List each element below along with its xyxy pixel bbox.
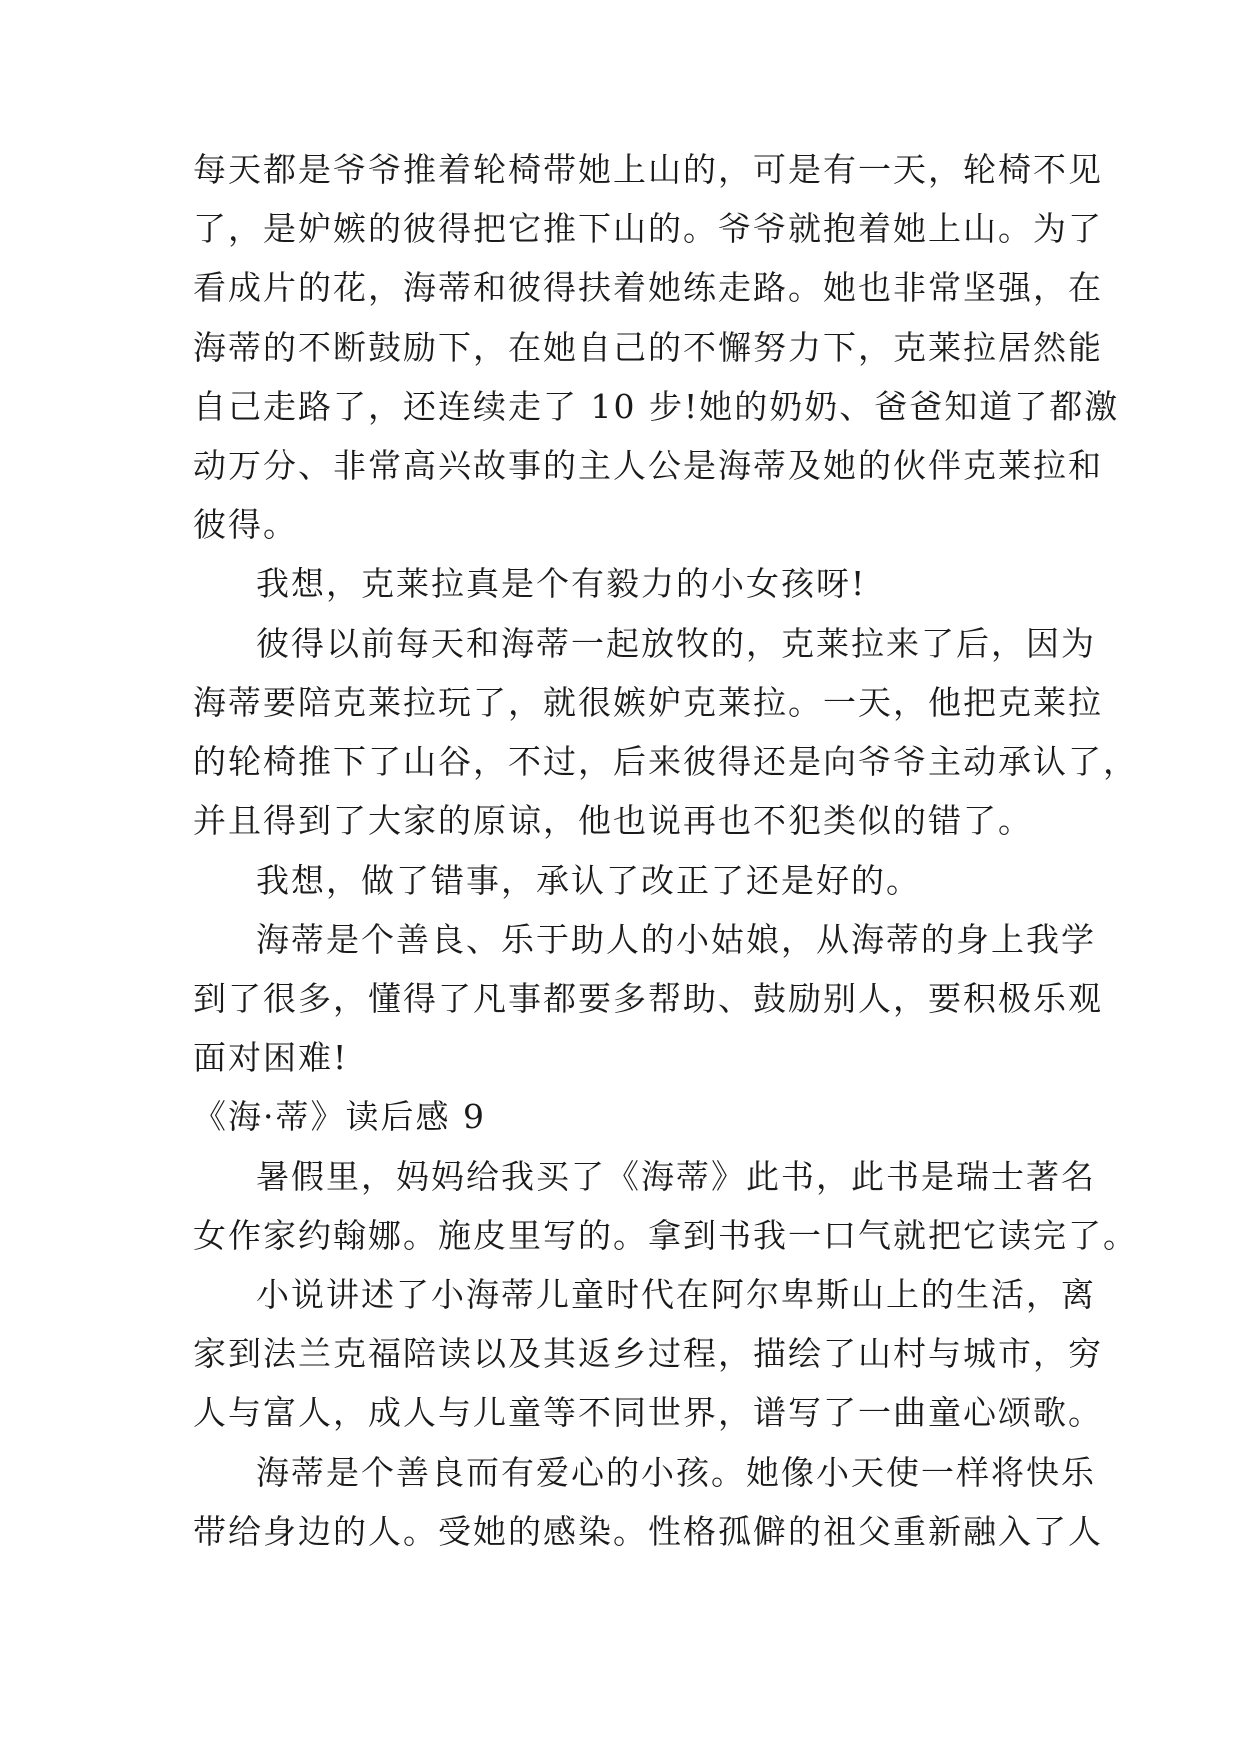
text-line: 彼得。: [193, 505, 298, 544]
text-line: 海蒂要陪克莱拉玩了，就很嫉妒克莱拉。一天，他把克莱拉: [193, 683, 1103, 722]
text-line: 看成片的花，海蒂和彼得扶着她练走路。她也非常坚强，在: [193, 268, 1103, 307]
text-line: 暑假里，妈妈给我买了《海蒂》此书，此书是瑞士著名: [256, 1157, 1096, 1196]
text-line: 家到法兰克福陪读以及其返乡过程，描绘了山村与城市，穷: [193, 1334, 1103, 1373]
text-line: 海蒂是个善良、乐于助人的小姑娘，从海蒂的身上我学: [256, 920, 1096, 959]
section-heading: 《海·蒂》读后感 9: [193, 1097, 486, 1136]
text-line: 人与富人，成人与儿童等不同世界，谱写了一曲童心颂歌。: [193, 1393, 1103, 1432]
text-line: 女作家约翰娜。施皮里写的。拿到书我一口气就把它读完了。: [193, 1216, 1138, 1255]
text-line: 我想，克莱拉真是个有毅力的小女孩呀!: [256, 564, 867, 603]
text-line: 到了很多，懂得了凡事都要多帮助、鼓励别人，要积极乐观: [193, 979, 1103, 1018]
text-line: 动万分、非常高兴故事的主人公是海蒂及她的伙伴克莱拉和: [193, 446, 1103, 485]
text-line: 了，是妒嫉的彼得把它推下山的。爷爷就抱着她上山。为了: [193, 209, 1103, 248]
text-line: 带给身边的人。受她的感染。性格孤僻的祖父重新融入了人: [193, 1512, 1103, 1551]
text-line: 小说讲述了小海蒂儿童时代在阿尔卑斯山上的生活，离: [256, 1275, 1096, 1314]
text-line: 彼得以前每天和海蒂一起放牧的，克莱拉来了后，因为: [256, 624, 1096, 663]
text-line: 自己走路了，还连续走了 10 步!她的奶奶、爸爸知道了都激: [193, 387, 1120, 426]
text-line: 的轮椅推下了山谷，不过，后来彼得还是向爷爷主动承认了，: [193, 742, 1138, 781]
text-line: 海蒂的不断鼓励下，在她自己的不懈努力下，克莱拉居然能: [193, 328, 1103, 367]
text-line: 并且得到了大家的原谅，他也说再也不犯类似的错了。: [193, 801, 1033, 840]
text-line: 每天都是爷爷推着轮椅带她上山的，可是有一天，轮椅不见: [193, 150, 1103, 189]
text-line: 我想，做了错事，承认了改正了还是好的。: [256, 861, 921, 900]
text-line: 面对困难!: [193, 1038, 349, 1077]
text-line: 海蒂是个善良而有爱心的小孩。她像小天使一样将快乐: [256, 1453, 1096, 1492]
